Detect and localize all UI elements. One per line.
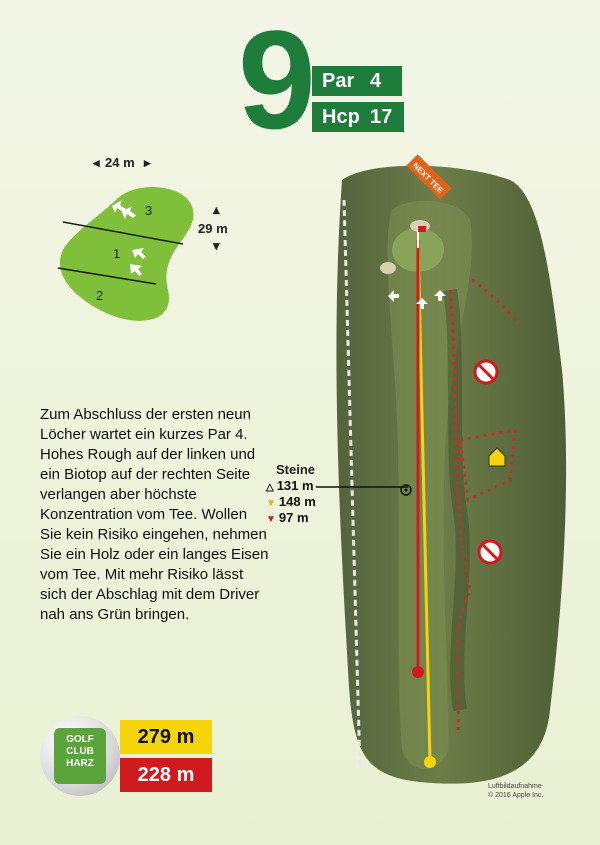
- hazard-distance-white: 131 m: [276, 478, 314, 493]
- green-depth-label: 29 m: [198, 221, 228, 236]
- par-value: 4: [370, 70, 382, 92]
- depth-arrow-up-icon: ▴: [213, 202, 220, 217]
- no-entry-icon: [479, 541, 501, 563]
- depth-arrow-down-icon: ▾: [213, 238, 220, 253]
- par-label: Par: [322, 70, 355, 92]
- hazard-name: Steine: [276, 462, 316, 477]
- red-tee-distance: 228 m: [120, 758, 212, 792]
- red-tee-triangle-icon: ▼: [266, 514, 276, 525]
- yellow-tee-marker: [424, 756, 436, 768]
- green-diagram: [48, 150, 248, 330]
- white-tee-triangle-icon: △: [266, 482, 274, 493]
- hazard-leader-line: [266, 486, 408, 488]
- aerial-map: [300, 150, 600, 810]
- hazard-distance-row: [266, 494, 316, 509]
- credit-line: Luftbildaufnahme: [488, 783, 542, 790]
- hole-description: Zum Abschluss der ersten neun Löcher wartet ein kurzes Par 4. Hohes Rough auf der linken und ein Biotop auf der rechten Seite verlangen aber höchste Konzentration vom Tee. Wollen Sie kein Risiko eingehen, nehmen Sie ein Holz oder ein langes Eisen vom Tee. Mit mehr Risiko lässt sich der Abschlag mit dem Driver nah ans Grün bringen.: [40, 406, 269, 623]
- no-entry-icon: [475, 361, 497, 383]
- biotope: [450, 290, 463, 710]
- logo-line: GOLF: [66, 734, 94, 745]
- logo-line: CLUB: [66, 746, 94, 757]
- logo-line: HARZ: [66, 758, 94, 769]
- hcp-badge: [312, 102, 404, 132]
- bunker: [380, 262, 396, 274]
- zone-label: 2: [96, 288, 104, 303]
- width-arrow-icon: ▸: [144, 155, 151, 170]
- hazard-distance-yellow: 148 m: [278, 494, 316, 509]
- hcp-value: 17: [370, 106, 393, 128]
- flag-icon: [418, 226, 426, 232]
- yellow-tee-distance: 279 m: [120, 720, 212, 754]
- yellow-tee-triangle-icon: ▼: [266, 498, 276, 509]
- zone-label: 3: [145, 203, 153, 218]
- zone-label: 1: [113, 246, 121, 261]
- next-tee-label: NEXT TEE: [410, 161, 445, 196]
- red-tee-marker: [412, 666, 424, 678]
- hazard-target-icon: [405, 489, 408, 492]
- hcp-label: Hcp: [322, 106, 360, 128]
- hazard-distance-red: 97 m: [278, 510, 309, 525]
- width-arrow-icon: ◂: [93, 155, 100, 170]
- credit-line: © 2016 Apple Inc.: [488, 792, 544, 799]
- green-width-label: 24 m: [105, 155, 135, 170]
- par-badge: [312, 66, 402, 96]
- hole-number: 9: [238, 1, 310, 158]
- image-credit: [488, 782, 543, 800]
- green-shape: [60, 187, 194, 321]
- hazard-distance-row: [266, 510, 309, 525]
- club-logo: [54, 728, 106, 784]
